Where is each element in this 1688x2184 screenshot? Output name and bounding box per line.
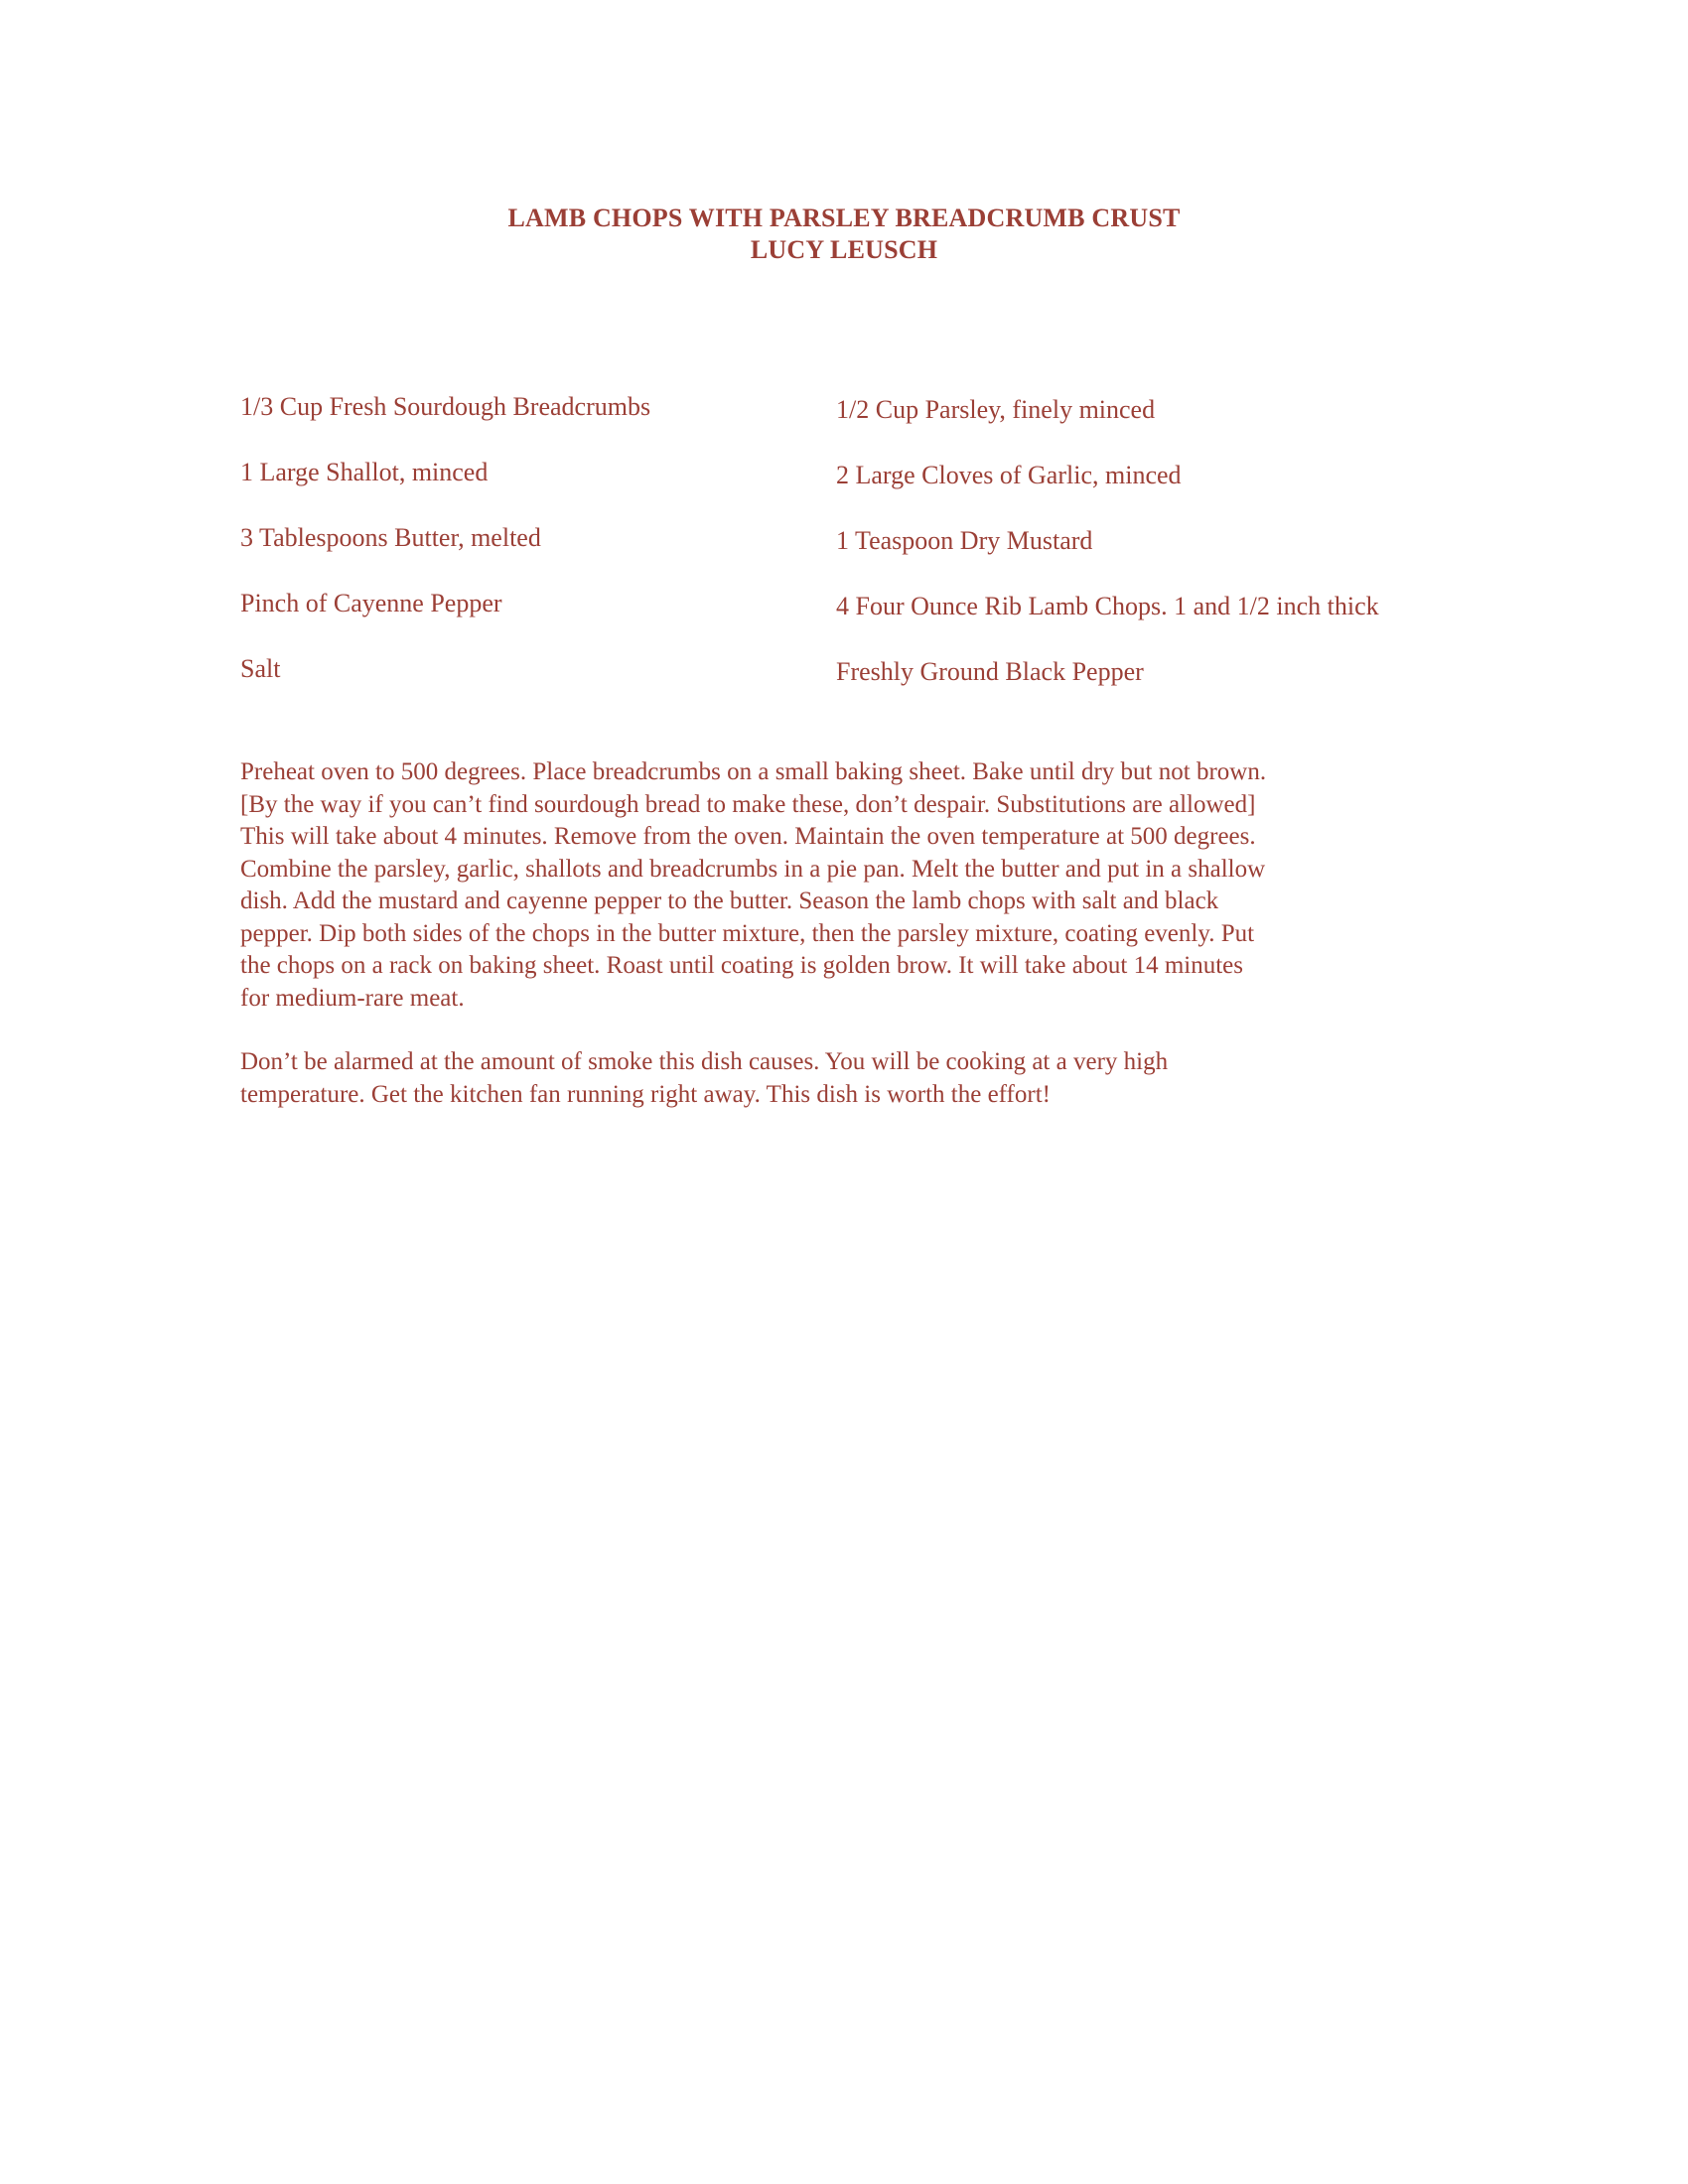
ingredient-item: 3 Tablespoons Butter, melted bbox=[240, 523, 541, 552]
instruction-line: dish. Add the mustard and cayenne pepper to the butter. Season the lamb chops with salt and black bbox=[240, 887, 1219, 914]
instruction-line: pepper. Dip both sides of the chops in the butter mixture, then the parsley mixture, coating evenly. Put bbox=[240, 919, 1255, 947]
ingredient-row bbox=[240, 458, 1481, 523]
instruction-line: [By the way if you can’t find sourdough bread to make these, don’t despair. Substitutions are allowed] bbox=[240, 790, 1256, 818]
recipe-title: LAMB CHOPS WITH PARSLEY BREADCRUMB CRUST bbox=[507, 204, 1181, 232]
instruction-line: Don’t be alarmed at the amount of smoke this dish causes. You will be cooking at a very high bbox=[240, 1048, 1169, 1075]
ingredient-item: 1 Large Shallot, minced bbox=[240, 458, 489, 486]
ingredient-row bbox=[240, 589, 1481, 654]
paragraph-spacer bbox=[240, 1015, 1452, 1046]
ingredient-item: 1/3 Cup Fresh Sourdough Breadcrumbs bbox=[240, 392, 651, 421]
ingredient-item: Freshly Ground Black Pepper bbox=[836, 657, 1144, 686]
ingredient-item: 1 Teaspoon Dry Mustard bbox=[836, 526, 1093, 555]
instructions bbox=[240, 756, 1452, 1111]
ingredient-item: 2 Large Cloves of Garlic, minced bbox=[836, 461, 1182, 489]
instruction-line: Preheat oven to 500 degrees. Place breadcrumbs on a small baking sheet. Bake until dry but not brown. bbox=[240, 758, 1267, 785]
instruction-line: the chops on a rack on baking sheet. Roast until coating is golden brow. It will take about 14 minutes bbox=[240, 952, 1243, 979]
ingredient-row bbox=[240, 523, 1481, 589]
recipe-header bbox=[0, 203, 1688, 266]
instructions-paragraph bbox=[240, 756, 1452, 1015]
instruction-line: temperature. Get the kitchen fan running right away. This dish is worth the effort! bbox=[240, 1080, 1051, 1108]
instructions-paragraph bbox=[240, 1046, 1452, 1111]
ingredient-row bbox=[240, 392, 1481, 458]
recipe-author: LUCY LEUSCH bbox=[750, 235, 938, 264]
instruction-line: for medium-rare meat. bbox=[240, 984, 465, 1012]
ingredient-item: Salt bbox=[240, 654, 281, 683]
ingredient-item: Pinch of Cayenne Pepper bbox=[240, 589, 502, 617]
instruction-line: Combine the parsley, garlic, shallots and breadcrumbs in a pie pan. Melt the butter and put in a shallow bbox=[240, 855, 1266, 883]
instruction-line: This will take about 4 minutes. Remove from the oven. Maintain the oven temperature at 500 degrees. bbox=[240, 823, 1256, 850]
ingredient-row bbox=[240, 654, 1481, 720]
ingredient-item: 4 Four Ounce Rib Lamb Chops. 1 and 1/2 inch thick bbox=[836, 592, 1379, 620]
ingredients-list bbox=[240, 392, 1481, 720]
ingredient-item: 1/2 Cup Parsley, finely minced bbox=[836, 395, 1156, 424]
